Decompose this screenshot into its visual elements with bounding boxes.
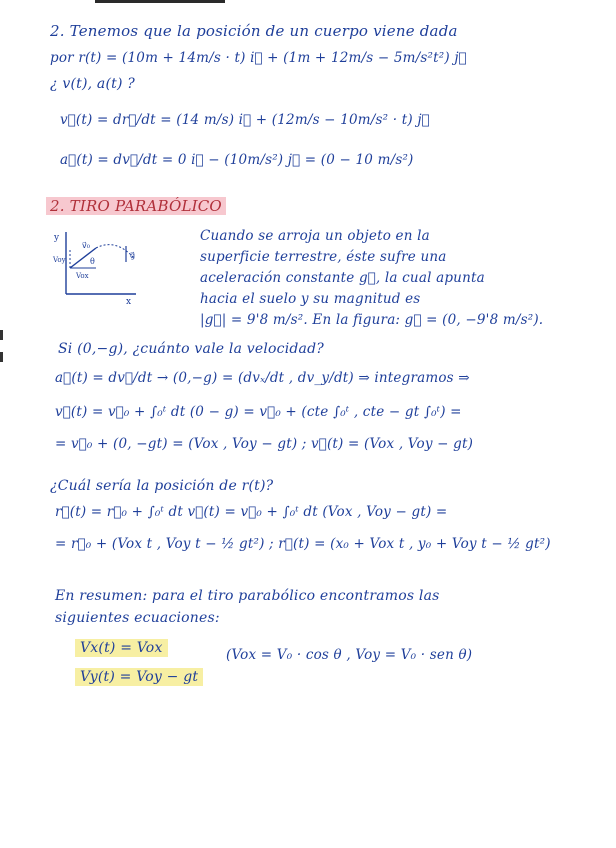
position-question: ¿Cuál sería la posición de r(t)?: [50, 478, 274, 494]
paragraph-line: Cuando se arroja un objeto en la: [200, 228, 430, 244]
v0-label: v⃗₀: [82, 241, 90, 250]
derivation-line: = r⃗₀ + (Vox t , Voy t − ½ gt²) ; r⃗(t) = (x₀ + Vox t , y₀ + Voy t − ½ gt²): [55, 536, 551, 552]
binder-hole-mark: [0, 330, 3, 340]
paragraph-line: hacia el suelo y su magnitud es: [200, 291, 421, 307]
y-label: y: [54, 233, 60, 243]
paragraph-line: aceleración constante g⃗, la cual apunta: [200, 270, 485, 286]
acceleration-equation: a⃗(t) = dv⃗/dt = 0 i⃗ − (10m/s²) j⃗ = (0 − 10 m/s²): [60, 152, 414, 168]
derivation-line: v⃗(t) = v⃗₀ + ∫₀ᵗ dt (0 − g) = v⃗₀ + (cte ∫₀ᵗ , cte − gt ∫₀ᵗ) =: [55, 404, 462, 420]
vox-label: Vox: [76, 272, 89, 280]
theta-label: θ: [90, 257, 95, 266]
vx-highlight: Vx(t) = Vox: [75, 639, 168, 657]
section-title-highlight: 2. TIRO PARABÓLICO: [46, 197, 226, 215]
g-label: g⃗: [130, 251, 136, 260]
binder-hole-mark: [0, 352, 3, 362]
paragraph-line: |g⃗| = 9'8 m/s². En la figura: g⃗ = (0, −9'8 m/s²).: [200, 312, 544, 328]
velocity-question: Si (0,−g), ¿cuánto vale la velocidad?: [58, 341, 324, 357]
paragraph-line: superficie terrestre, éste sufre una: [200, 249, 447, 265]
top-edge-mark: [95, 0, 225, 3]
problem-statement-line: 2. Tenemos que la posición de un cuerpo viene dada: [50, 22, 458, 40]
vy-highlight: Vy(t) = Voy − gt: [75, 668, 203, 686]
vx-equation: [75, 640, 168, 656]
summary-line: siguientes ecuaciones:: [55, 610, 220, 626]
vy-equation: [75, 669, 203, 685]
derivation-line: a⃗(t) = dv⃗/dt → (0,−g) = (dvₓ/dt , dv_y/dt) ⇒ integramos ⇒: [55, 370, 470, 386]
derivation-line: = v⃗₀ + (0, −gt) = (Vox , Voy − gt) ; v⃗(t) = (Vox , Voy − gt): [55, 436, 474, 452]
velocity-components: (Vox = V₀ · cos θ , Voy = V₀ · sen θ): [226, 647, 473, 663]
trajectory-curve: [96, 245, 134, 258]
question-line: ¿ v(t), a(t) ?: [50, 76, 135, 92]
projectile-diagram: [46, 228, 186, 308]
velocity-equation: v⃗(t) = dr⃗/dt = (14 m/s) i⃗ + (12m/s − 10m/s² · t) j⃗: [60, 112, 430, 128]
summary-line: En resumen: para el tiro parabólico encontramos las: [55, 588, 440, 604]
x-label: x: [126, 297, 132, 307]
voy-label: Voy: [53, 256, 66, 264]
position-equation: por r(t) = (10m + 14m/s · t) i⃗ + (1m + 12m/s − 5m/s²t²) j⃗: [50, 50, 467, 66]
section-title: [46, 197, 226, 215]
derivation-line: r⃗(t) = r⃗₀ + ∫₀ᵗ dt v⃗(t) = v⃗₀ + ∫₀ᵗ dt (Vox , Voy − gt) =: [55, 504, 448, 520]
